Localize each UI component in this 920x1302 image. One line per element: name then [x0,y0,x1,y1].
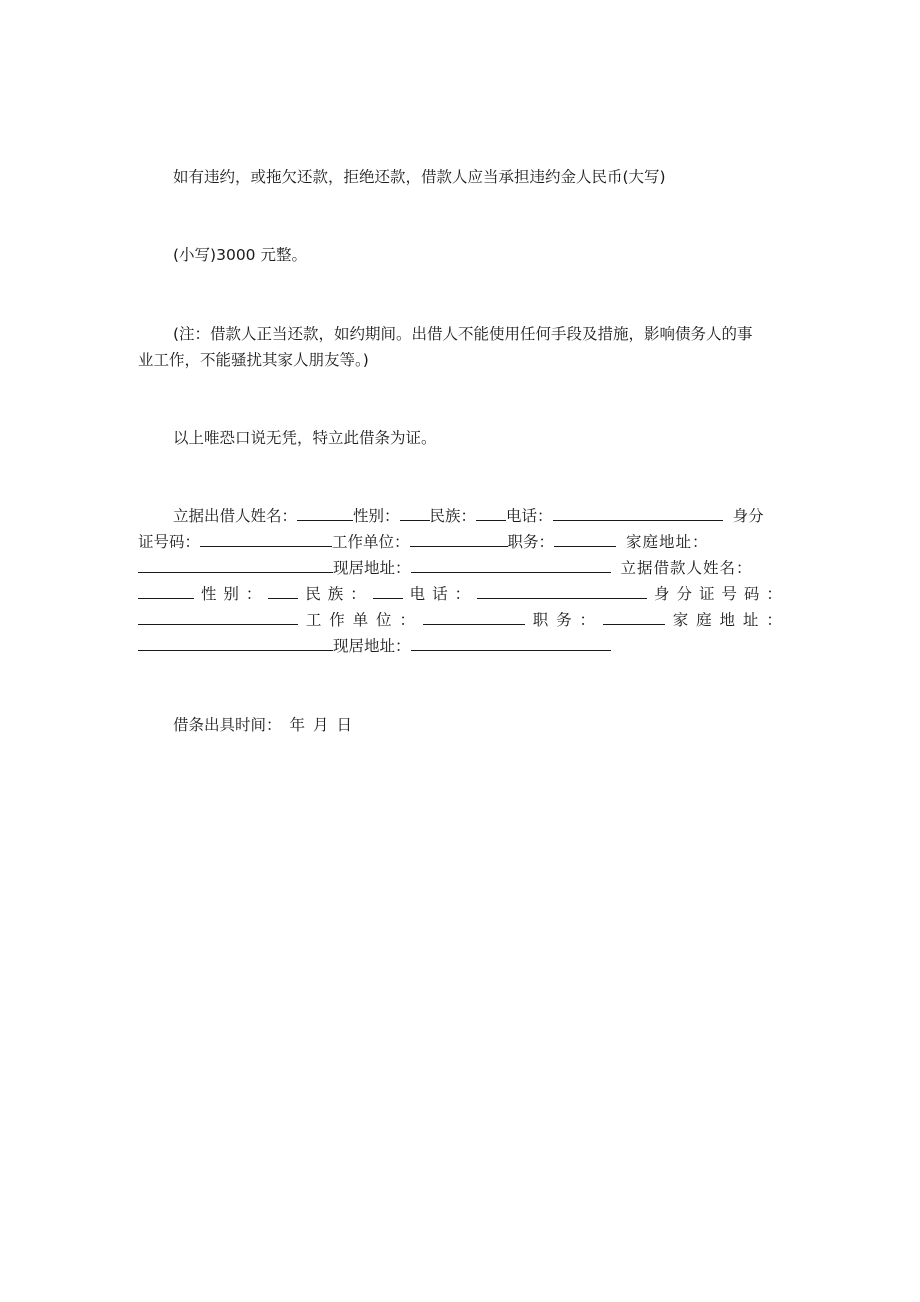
borrower-position-char-2: 务 [556,611,572,629]
borrower-ethnicity-char-1: 民 [305,585,321,603]
lender-id-label-part2: 证号码： [138,533,201,551]
lender-phone-label: 电话： [506,507,553,525]
borrower-home-char-2: 庭 [696,611,712,629]
borrower-id-char-2: 分 [676,585,693,603]
statement-line: 以上唯恐口说无凭，特立此借条为证。 [173,429,437,447]
borrower-phone-char-2: 话 [432,585,448,603]
borrower-name-field[interactable] [138,581,194,599]
lender-phone-field[interactable] [553,503,723,521]
borrower-id-char-6: ： [766,585,782,603]
borrower-home-char-1: 家 [672,611,689,629]
lender-gender-label: 性别： [353,507,400,525]
signature-line-6 [138,633,782,659]
lender-home-label: 家庭地址： [626,533,709,551]
borrower-name-label: 立据借款人姓名： [620,559,753,577]
borrower-home-char-5: ： [766,611,782,629]
lender-name-field[interactable] [297,503,353,521]
borrower-employer-char-3: 单 [352,611,369,629]
signature-line-3 [138,555,782,581]
note-line-1: (注：借款人正当还款，如约期间。出借人不能使用任何手段及措施，影响债务人的事 [173,325,753,343]
signature-line-4 [138,581,782,607]
borrower-gender-field[interactable] [268,581,298,599]
lender-gender-field[interactable] [400,503,430,521]
lender-position-label: 职务： [507,533,555,551]
borrower-phone-char-1: 电 [409,585,426,603]
lender-ethnicity-label: 民族： [429,507,477,525]
borrower-gender-char-3: ： [245,585,262,603]
date-year: 年 [289,716,306,734]
borrower-ethnicity-char-2: 族 [327,585,344,603]
date-month: 月 [313,716,329,734]
borrower-id-char-4: 号 [721,585,737,603]
lender-ethnicity-field[interactable] [476,503,506,521]
signature-line-5 [138,607,782,633]
borrower-residence-label: 现居地址： [333,637,411,655]
date-day: 日 [336,716,353,734]
borrower-home-field[interactable] [138,633,333,651]
borrower-home-char-3: 地 [719,611,736,629]
borrower-id-char-1: 身 [654,585,670,603]
penalty-line-2: (小写)3000 元整。 [173,246,307,264]
borrower-id-char-5: 码 [743,585,760,603]
lender-id-field[interactable] [200,529,332,547]
signature-line-1 [173,503,782,529]
borrower-home-char-4: 址 [742,611,759,629]
lender-employer-label: 工作单位： [332,533,410,551]
lender-employer-field[interactable] [410,529,508,547]
borrower-employer-char-4: 位 [376,611,392,629]
borrower-ethnicity-char-3: ： [350,585,366,603]
borrower-employer-char-1: 工 [305,611,322,629]
lender-home-field[interactable] [138,555,333,573]
borrower-position-field[interactable] [603,607,665,625]
lender-residence-field[interactable] [411,555,611,573]
lender-position-field[interactable] [554,529,616,547]
lender-residence-label: 现居地址： [333,559,411,577]
borrower-gender-char-1: 性 [200,585,217,603]
borrower-id-char-3: 证 [698,585,715,603]
borrower-employer-field[interactable] [423,607,525,625]
signature-line-2 [138,529,782,555]
note-line-2: 业工作，不能骚扰其家人朋友等。) [138,351,369,369]
lender-id-label-part1: 身分 [732,507,764,525]
borrower-gender-char-2: 别 [223,585,239,603]
date-label: 借条出具时间： [173,716,282,734]
borrower-id-field[interactable] [138,607,298,625]
borrower-ethnicity-field[interactable] [373,581,403,599]
borrower-position-char-1: 职 [532,611,549,629]
lender-name-label: 立据出借人姓名： [173,507,298,525]
borrower-phone-field[interactable] [477,581,647,599]
borrower-employer-char-2: 作 [329,611,345,629]
penalty-line-1: 如有违约，或拖欠还款，拒绝还款，借款人应当承担违约金人民币(大写) [173,168,666,186]
borrower-residence-field[interactable] [411,633,611,651]
borrower-employer-char-5: ： [399,611,415,629]
borrower-phone-char-3: ： [454,585,471,603]
date-line [173,712,782,738]
borrower-position-char-3: ： [579,611,595,629]
